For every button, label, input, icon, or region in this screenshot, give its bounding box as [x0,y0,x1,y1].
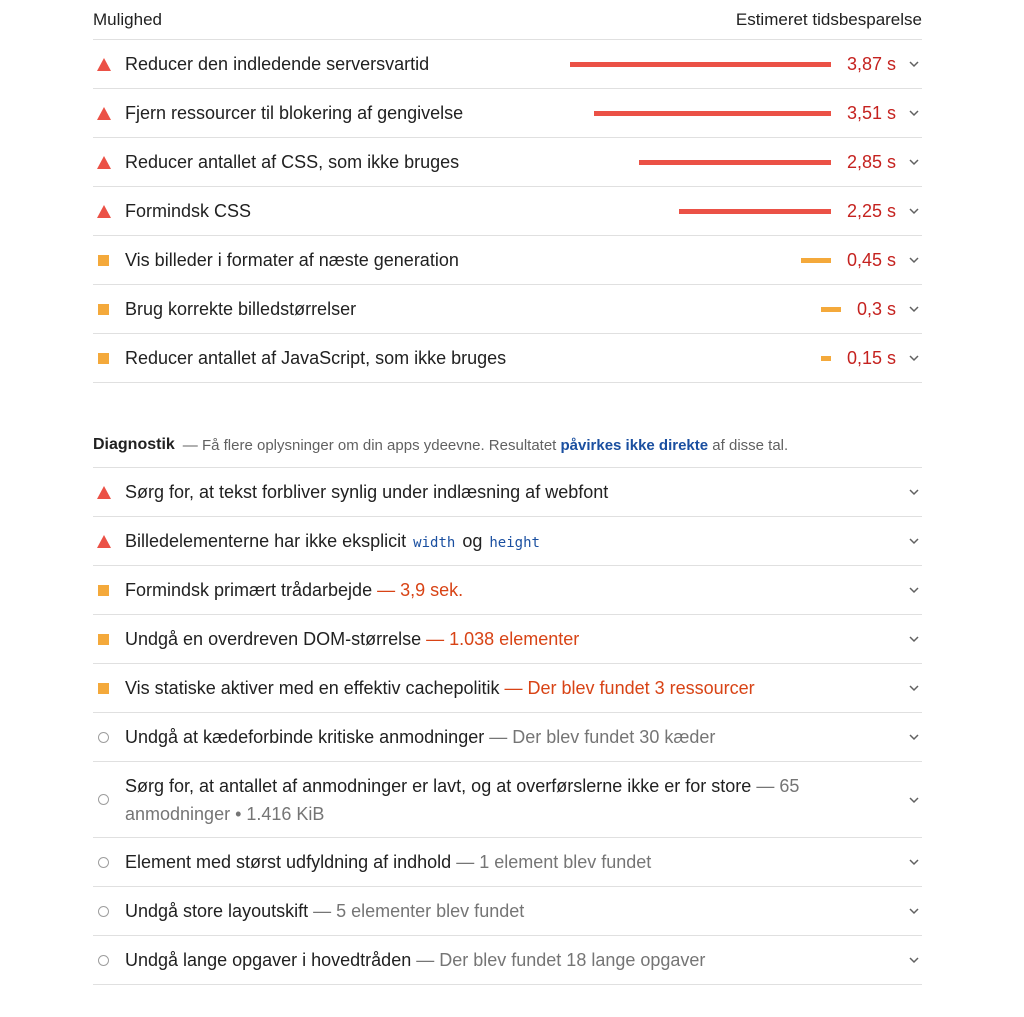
triangle-warning-icon [97,205,111,218]
chevron-down-icon[interactable] [906,615,922,663]
diagnostics-description [183,437,788,454]
diagnostic-title [125,901,524,922]
opportunities-header [93,0,922,40]
chevron-down-icon[interactable] [906,89,922,137]
opportunity-title: Reducer antallet af JavaScript, som ikke bruges [125,347,507,368]
diagnostic-title-text: Element med størst udfyldning af indhold [125,851,452,872]
opportunity-row[interactable] [93,334,922,383]
diagnostic-detail: — 1 element blev fundet [456,851,652,872]
savings-bar-track [529,138,829,186]
diagnostic-title-text: Undgå at kædeforbinde kritiske anmodninger [125,726,485,747]
diagnostic-row[interactable] [93,468,922,517]
chevron-down-icon[interactable] [906,187,922,235]
savings-bar-track [529,334,829,382]
savings-value: 0,3 s [856,299,896,319]
savings-value: 3,51 s [846,103,896,123]
savings-bar [639,160,831,165]
chevron-down-icon[interactable] [906,40,922,88]
opportunity-title: Brug korrekte billedstørrelser [125,298,357,319]
diagnostic-title-text: Undgå en overdreven DOM-størrelse [125,628,422,649]
diagnostics-header [93,423,922,468]
opportunity-title: Reducer den indledende serversvartid [125,53,430,74]
diagnostic-title [125,727,715,748]
savings-bar [801,258,831,263]
opportunity-row[interactable] [93,40,922,89]
diagnostic-title [125,950,705,971]
savings-bar [821,307,841,312]
square-average-icon [98,304,109,315]
diagnostic-title [125,852,651,873]
diagnostic-title: Sørg for, at tekst forbliver synlig under indlæsning af webfont [125,481,609,502]
diagnostic-row[interactable] [93,517,922,566]
savings-value: 2,25 s [846,201,896,221]
diagnostic-row[interactable] [93,615,922,664]
diagnostic-title-text: Undgå lange opgaver i hovedtråden [125,949,412,970]
triangle-warning-icon [97,486,111,499]
square-average-icon [98,255,109,266]
diagnostic-row[interactable] [93,936,922,985]
code-width: width [413,534,456,551]
savings-value: 2,85 s [846,152,896,172]
diagnostics-desc-suffix: af disse tal. [712,436,789,454]
diagnostic-title [125,531,542,552]
chevron-down-icon[interactable] [906,838,922,886]
chevron-down-icon[interactable] [906,517,922,565]
savings-bar [594,111,831,116]
diagnostic-row[interactable] [93,762,922,838]
diagnostic-detail: — Der blev fundet 30 kæder [489,726,716,747]
circle-info-icon [98,906,109,917]
chevron-down-icon[interactable] [906,713,922,761]
opportunity-row[interactable] [93,285,922,334]
square-average-icon [98,634,109,645]
chevron-down-icon[interactable] [906,236,922,284]
diagnostics-heading: Diagnostik [93,436,175,453]
chevron-down-icon[interactable] [906,664,922,712]
diagnostic-title-text: Undgå store layoutskift [125,900,309,921]
diagnostic-detail: — 3,9 sek. [377,579,464,600]
savings-bar-track [529,40,829,88]
diagnostics-learn-more-link[interactable]: påvirkes ikke direkte [560,436,709,454]
savings-column-label: Estimeret tidsbesparelse [735,9,922,29]
savings-bar [679,209,831,214]
circle-info-icon [98,857,109,868]
savings-bar-track [529,89,829,137]
diagnostic-detail: — 1.038 elementer [426,628,580,649]
chevron-down-icon[interactable] [906,468,922,516]
diagnostic-title-text: Vis statiske aktiver med en effektiv cachepolitik [125,677,500,698]
triangle-warning-icon [97,156,111,169]
opportunity-row[interactable] [93,138,922,187]
opportunity-title: Vis billeder i formater af næste generation [125,249,459,270]
diagnostic-detail: — 65 anmodninger • 1.416 KiB [125,775,800,824]
diagnostic-detail: — Der blev fundet 3 ressourcer [504,677,755,698]
chevron-down-icon[interactable] [906,762,922,837]
savings-value: 0,45 s [846,250,896,270]
diagnostic-title-text: Sørg for, at antallet af anmodninger er lavt, og at overførslerne ikke er for store [125,775,752,796]
savings-bar-track [529,187,829,235]
square-average-icon [98,585,109,596]
diagnostic-row[interactable] [93,664,922,713]
diagnostic-row[interactable] [93,713,922,762]
chevron-down-icon[interactable] [906,138,922,186]
opportunity-row[interactable] [93,89,922,138]
opportunity-title: Reducer antallet af CSS, som ikke bruges [125,151,460,172]
chevron-down-icon[interactable] [906,285,922,333]
diagnostic-detail: — 5 elementer blev fundet [313,900,525,921]
diagnostic-row[interactable] [93,566,922,615]
diagnostics-desc-prefix: — Få flere oplysninger om din apps ydeevne. Resultatet [182,436,557,454]
chevron-down-icon[interactable] [906,887,922,935]
opportunity-row[interactable] [93,236,922,285]
circle-info-icon [98,732,109,743]
audit-panel [93,0,922,985]
circle-info-icon [98,794,109,805]
savings-bar [570,62,831,67]
diagnostic-title-text: Formindsk primært trådarbejde [125,579,373,600]
triangle-warning-icon [97,535,111,548]
triangle-warning-icon [97,107,111,120]
opportunity-row[interactable] [93,187,922,236]
savings-value: 0,15 s [846,348,896,368]
square-average-icon [98,683,109,694]
square-average-icon [98,353,109,364]
opportunity-title: Fjern ressourcer til blokering af gengivelse [125,102,464,123]
diagnostic-title [125,772,855,828]
savings-bar [821,356,831,361]
triangle-warning-icon [97,58,111,71]
opportunity-title: Formindsk CSS [125,200,252,221]
opportunities-column-label: Mulighed [93,9,162,29]
code-height: height [489,534,540,551]
diagnostic-title-conjunction: og [462,530,483,551]
savings-bar-track [529,236,829,284]
chevron-down-icon[interactable] [906,936,922,984]
chevron-down-icon[interactable] [906,334,922,382]
diagnostic-title [125,580,463,601]
circle-info-icon [98,955,109,966]
diagnostic-title-text: Billedelementerne har ikke eksplicit [125,530,407,551]
savings-bar-track [529,285,829,333]
diagnostic-detail: — Der blev fundet 18 lange opgaver [416,949,706,970]
diagnostic-title [125,678,755,699]
chevron-down-icon[interactable] [906,566,922,614]
diagnostic-row[interactable] [93,838,922,887]
diagnostic-row[interactable] [93,887,922,936]
savings-value: 3,87 s [846,54,896,74]
diagnostic-title [125,629,579,650]
